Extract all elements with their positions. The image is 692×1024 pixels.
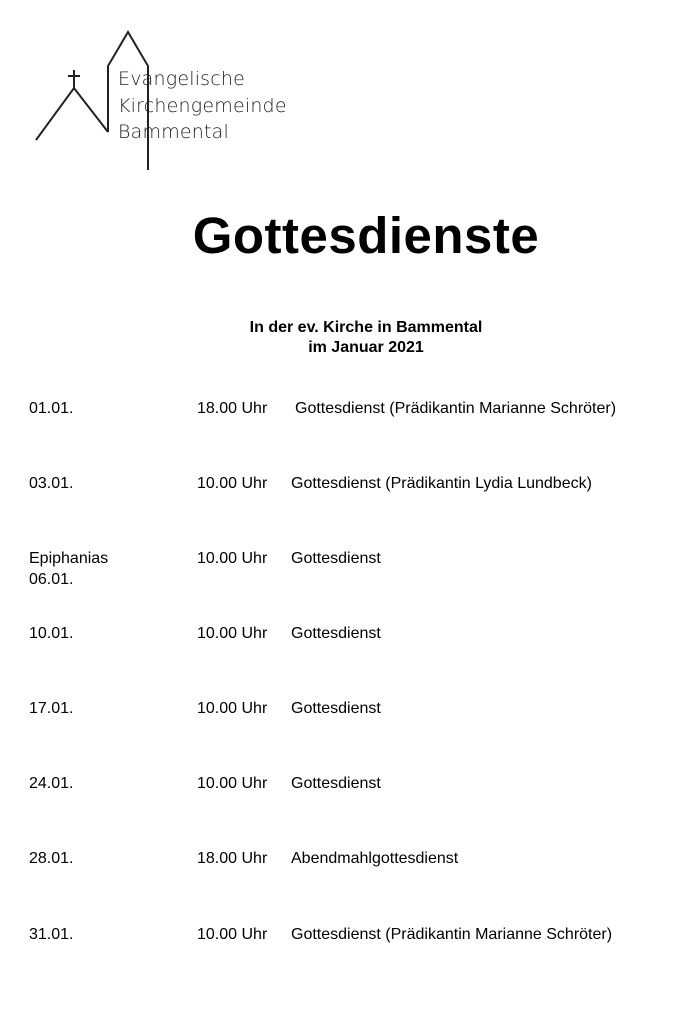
service-time: 18.00 Uhr <box>197 400 268 417</box>
subtitle-location: In der ev. Kirche in Bammental <box>249 319 483 336</box>
service-description: Gottesdienst <box>291 700 381 717</box>
service-time: 10.00 Uhr <box>197 926 268 943</box>
service-date-day: 06.01. <box>29 571 74 588</box>
service-time: 10.00 Uhr <box>197 475 268 492</box>
service-date: 24.01. <box>29 775 74 792</box>
service-date: 28.01. <box>29 850 74 867</box>
service-description: Gottesdienst (Prädikantin Marianne Schröter) <box>291 926 613 943</box>
service-date-feast: Epiphanias <box>29 550 109 567</box>
service-date <box>29 548 189 590</box>
service-time: 10.00 Uhr <box>197 775 268 792</box>
service-date: 17.01. <box>29 700 74 717</box>
service-description: Gottesdienst <box>291 775 381 792</box>
service-description: Abendmahlgottesdienst <box>291 850 459 867</box>
service-date: 03.01. <box>29 475 74 492</box>
service-time: 18.00 Uhr <box>197 850 268 867</box>
subtitle-month: im Januar 2021 <box>308 339 424 356</box>
service-description: Gottesdienst <box>291 625 381 642</box>
service-description: Gottesdienst (Prädikantin Lydia Lundbeck) <box>291 475 592 492</box>
service-date: 10.01. <box>29 625 74 642</box>
service-date: 01.01. <box>29 400 74 417</box>
service-date: 31.01. <box>29 926 74 943</box>
service-time: 10.00 Uhr <box>197 550 268 567</box>
service-time: 10.00 Uhr <box>197 700 268 717</box>
page-title: Gottesdienste <box>192 207 540 264</box>
logo-line-evangelische: Evangelische <box>118 68 246 90</box>
logo-line-kirchengemeinde: Kirchengemeinde <box>118 95 287 117</box>
service-description: Gottesdienst <box>291 550 381 567</box>
page-subtitle <box>0 318 692 358</box>
logo-line-bammental: Bammental <box>118 121 230 143</box>
service-time: 10.00 Uhr <box>197 625 268 642</box>
service-description: Gottesdienst (Prädikantin Marianne Schröter) <box>295 400 617 417</box>
church-logo <box>30 28 310 176</box>
